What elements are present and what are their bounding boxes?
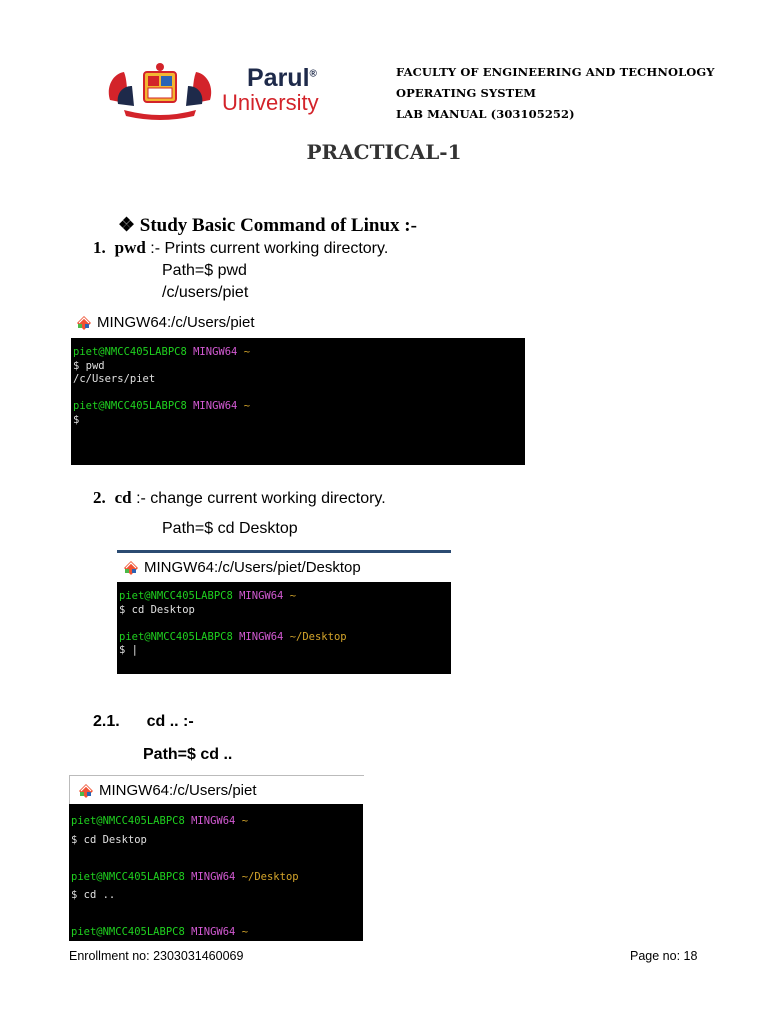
terminal-line bbox=[119, 590, 451, 604]
item-2-command: cd bbox=[114, 488, 132, 507]
terminal-line bbox=[73, 387, 525, 401]
page-title: PRACTICAL-1 bbox=[306, 140, 462, 164]
terminal-segment: piet@NMCC405LABPC8 bbox=[73, 400, 194, 413]
item-2-path: Path=$ cd Desktop bbox=[162, 520, 298, 537]
terminal-segment: MINGW64 bbox=[239, 630, 290, 643]
item-1-description: :- Prints current working directory. bbox=[145, 240, 389, 257]
terminal-segment: MINGW64 bbox=[191, 926, 242, 938]
terminal-line bbox=[73, 346, 525, 360]
terminal-segment: MINGW64 bbox=[193, 400, 244, 413]
page-number: Page no: 18 bbox=[630, 949, 698, 963]
terminal-screenshot-1 bbox=[71, 338, 525, 465]
terminal-line bbox=[71, 923, 363, 941]
lab-manual-line: LAB MANUAL (303105252) bbox=[396, 107, 575, 121]
terminal-segment: piet@NMCC405LABPC8 bbox=[71, 815, 192, 827]
terminal-line bbox=[71, 905, 363, 924]
terminal-segment: MINGW64 bbox=[191, 870, 242, 883]
item-1-command: pwd bbox=[114, 238, 146, 257]
terminal-line bbox=[71, 868, 363, 887]
terminal-segment: ~/Desktop bbox=[289, 630, 347, 643]
terminal-line bbox=[119, 644, 451, 658]
terminal-segment: $ bbox=[73, 413, 80, 426]
terminal-segment: /c/Users/piet bbox=[73, 373, 156, 386]
item-2-description: :- change current working directory. bbox=[131, 490, 386, 507]
subject-line: OPERATING SYSTEM bbox=[396, 86, 537, 100]
section-heading: ❖ Study Basic Command of Linux :- bbox=[118, 215, 417, 236]
item-2-1-path: Path=$ cd .. bbox=[143, 746, 233, 763]
window-title-1 bbox=[76, 314, 255, 331]
terminal-line bbox=[73, 400, 525, 414]
terminal-segment: ~/Desktop bbox=[241, 870, 299, 883]
window-title-text: MINGW64:/c/Users/piet bbox=[97, 314, 255, 331]
window-title-text: MINGW64:/c/Users/piet bbox=[99, 782, 257, 799]
terminal-segment: $ cd .. bbox=[71, 889, 116, 901]
faculty-line: FACULTY OF ENGINEERING AND TECHNOLOGY bbox=[396, 65, 715, 79]
item-1-line bbox=[93, 238, 388, 258]
item-2-number: 2. bbox=[93, 488, 106, 507]
terminal-segment: MINGW64 bbox=[239, 590, 290, 602]
enrollment-number: Enrollment no: 2303031460069 bbox=[69, 949, 244, 963]
terminal-segment: $ pwd bbox=[73, 359, 105, 372]
window-title-2 bbox=[123, 559, 361, 576]
git-bash-icon bbox=[76, 315, 92, 331]
terminal-segment: MINGW64 bbox=[191, 815, 242, 827]
item-2-line bbox=[93, 488, 386, 508]
terminal-line bbox=[73, 414, 525, 428]
terminal-line bbox=[71, 849, 363, 868]
terminal-line bbox=[119, 631, 451, 645]
logo-name: Parul® bbox=[247, 64, 317, 92]
terminal-segment: $ | bbox=[119, 644, 138, 657]
terminal-segment: ~ bbox=[289, 590, 297, 602]
terminal-line bbox=[73, 373, 525, 387]
terminal-segment: piet@NMCC405LABPC8 bbox=[119, 590, 240, 602]
terminal-screenshot-3 bbox=[69, 804, 363, 941]
terminal-segment: piet@NMCC405LABPC8 bbox=[119, 630, 240, 643]
terminal-line bbox=[71, 886, 363, 905]
terminal-segment: ~ bbox=[243, 400, 251, 413]
crest-icon bbox=[104, 60, 216, 122]
git-bash-icon bbox=[78, 783, 94, 799]
terminal-segment: piet@NMCC405LABPC8 bbox=[71, 870, 192, 883]
item-2-1-number: 2.1. bbox=[93, 713, 120, 730]
terminal-segment: $ cd Desktop bbox=[71, 833, 147, 846]
terminal-line bbox=[119, 604, 451, 618]
git-bash-icon bbox=[123, 560, 139, 576]
terminal-segment: ~ bbox=[243, 346, 251, 358]
item-2-1-heading: cd .. :- bbox=[146, 713, 194, 730]
item-1-number: 1. bbox=[93, 238, 106, 257]
terminal-segment: piet@NMCC405LABPC8 bbox=[73, 346, 194, 358]
terminal-screenshot-2 bbox=[117, 582, 451, 674]
window-title-3 bbox=[78, 782, 257, 799]
terminal-line bbox=[119, 617, 451, 631]
terminal-segment: $ cd Desktop bbox=[119, 603, 195, 616]
terminal-segment: ~ bbox=[241, 926, 249, 938]
terminal-line bbox=[73, 360, 525, 374]
terminal-segment: ~ bbox=[241, 815, 249, 827]
terminal-segment: MINGW64 bbox=[193, 346, 244, 358]
terminal-line bbox=[71, 831, 363, 850]
university-logo bbox=[104, 60, 344, 124]
item-1-output: /c/users/piet bbox=[162, 284, 249, 301]
item-1-path: Path=$ pwd bbox=[162, 262, 247, 279]
logo-subtitle: University bbox=[222, 90, 319, 115]
terminal-segment: piet@NMCC405LABPC8 bbox=[71, 926, 192, 938]
header-block bbox=[396, 62, 715, 125]
item-2-1-line bbox=[93, 713, 194, 731]
terminal-line bbox=[71, 812, 363, 831]
window-title-text: MINGW64:/c/Users/piet/Desktop bbox=[144, 559, 361, 576]
